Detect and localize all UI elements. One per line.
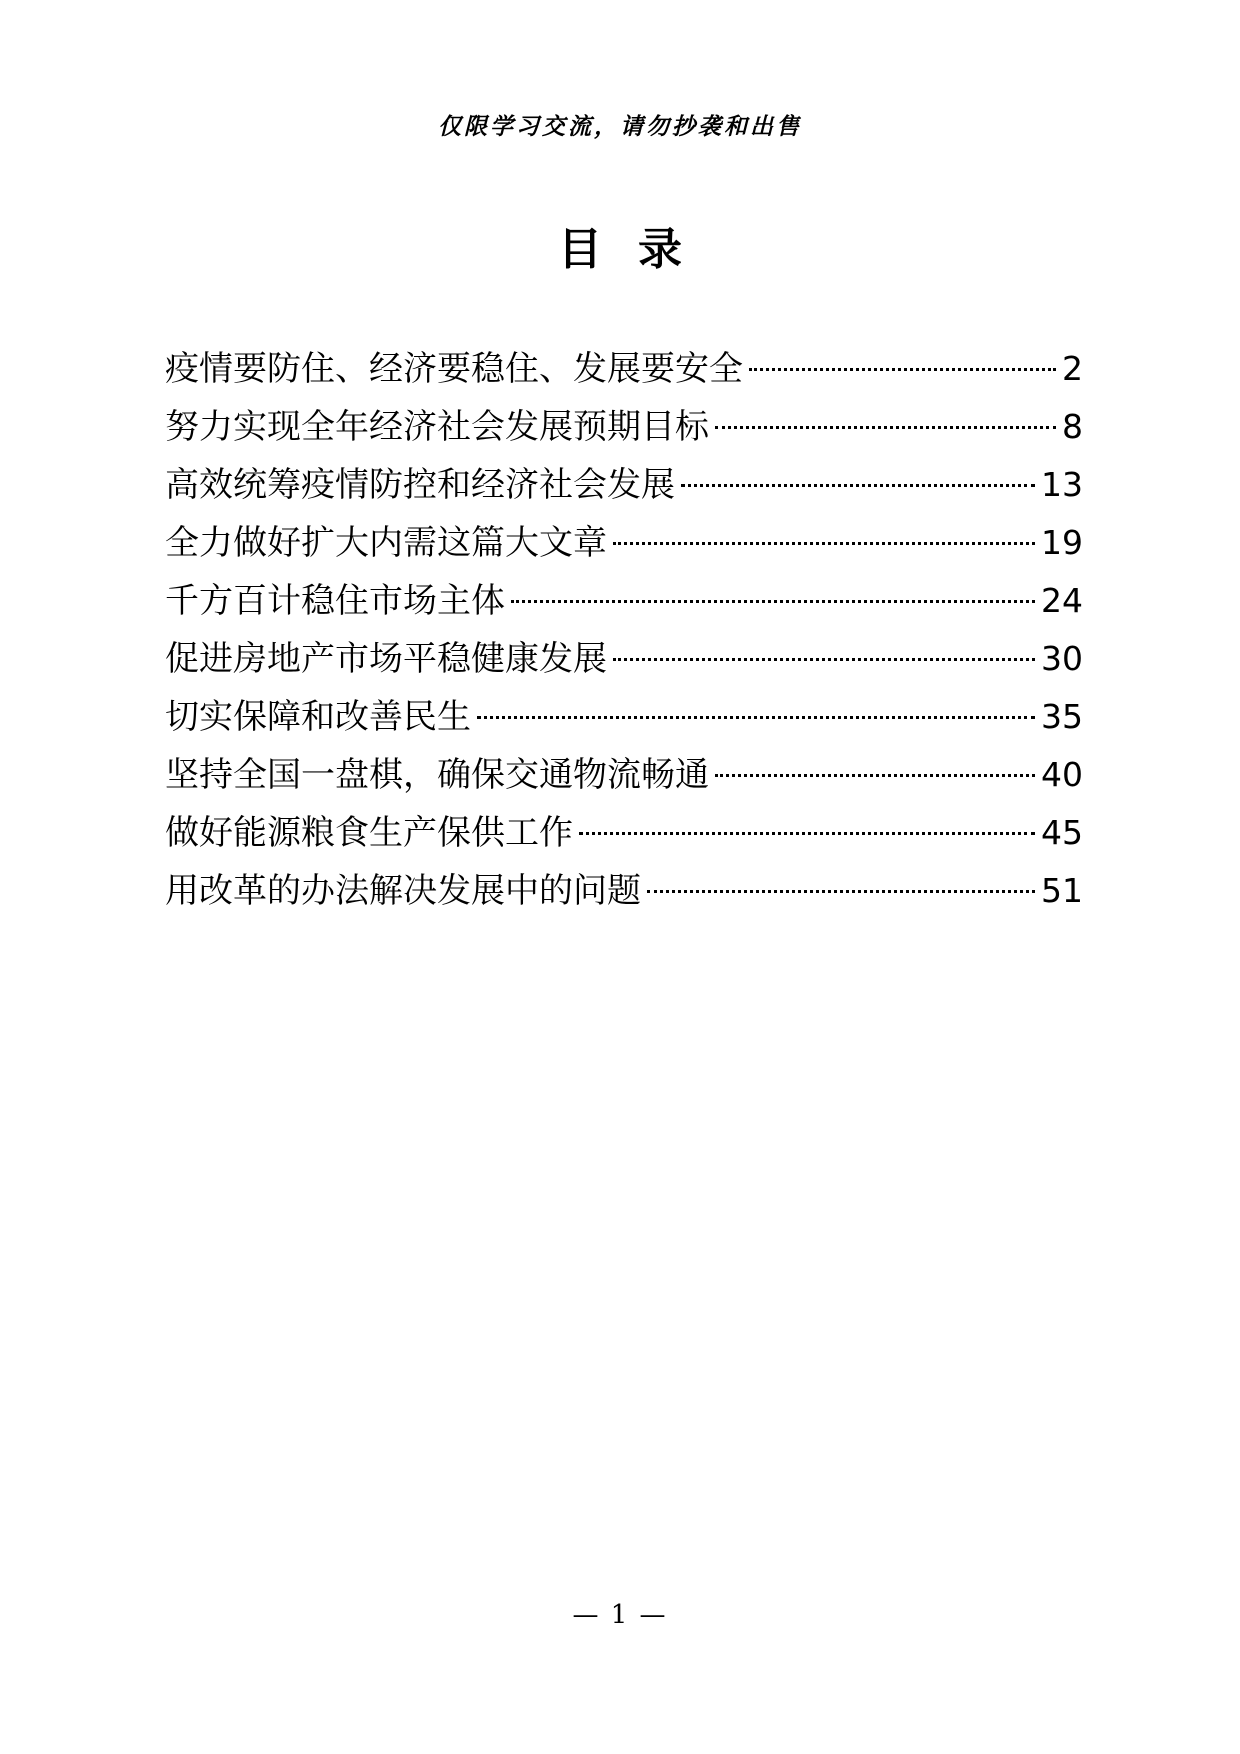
toc-dot-leader <box>647 890 1035 893</box>
toc-dot-leader <box>715 426 1056 429</box>
toc-entry-page: 13 <box>1041 465 1083 504</box>
toc-entry-title: 切实保障和改善民生 <box>165 697 471 737</box>
toc-entry-page: 35 <box>1041 697 1083 736</box>
toc-entry-page: 51 <box>1041 871 1083 910</box>
toc-entry-title: 做好能源粮食生产保供工作 <box>165 813 573 853</box>
toc-entry-page: 30 <box>1041 639 1083 678</box>
toc-entry-title: 努力实现全年经济社会发展预期目标 <box>165 407 709 447</box>
toc-dot-leader <box>511 600 1035 603</box>
toc-dot-leader <box>579 832 1035 835</box>
toc-entry[interactable] <box>165 514 1083 572</box>
toc-dot-leader <box>715 774 1035 777</box>
toc-entry-title: 促进房地产市场平稳健康发展 <box>165 639 607 679</box>
toc-entry[interactable] <box>165 804 1083 862</box>
toc-entry[interactable] <box>165 398 1083 456</box>
toc-entry-title: 千方百计稳住市场主体 <box>165 581 505 621</box>
toc-entry-title: 坚持全国一盘棋，确保交通物流畅通 <box>165 755 709 795</box>
toc-entry-page: 8 <box>1062 407 1083 446</box>
copyright-notice: 仅限学习交流，请勿抄袭和出售 <box>438 113 802 140</box>
toc-entry[interactable] <box>165 746 1083 804</box>
toc-dot-leader <box>613 542 1035 545</box>
toc-entry-page: 45 <box>1041 813 1083 852</box>
toc-entry-page: 24 <box>1041 581 1083 620</box>
toc-entry-title: 全力做好扩大内需这篇大文章 <box>165 523 607 563</box>
toc-dot-leader <box>613 658 1035 661</box>
toc-entry[interactable] <box>165 630 1083 688</box>
toc-dot-leader <box>749 368 1056 371</box>
toc-dot-leader <box>681 484 1035 487</box>
toc-entry-page: 19 <box>1041 523 1083 562</box>
toc-entry-title: 疫情要防住、经济要稳住、发展要安全 <box>165 349 743 389</box>
toc-entry-title: 高效统筹疫情防控和经济社会发展 <box>165 465 675 505</box>
page-number: — 1 — <box>572 1600 668 1630</box>
toc-list <box>165 340 1083 920</box>
toc-entry[interactable] <box>165 456 1083 514</box>
toc-entry-title: 用改革的办法解决发展中的问题 <box>165 871 641 911</box>
toc-entry[interactable] <box>165 688 1083 746</box>
toc-dot-leader <box>477 716 1035 719</box>
toc-title: 目录 <box>558 224 718 275</box>
toc-entry-page: 2 <box>1062 349 1083 388</box>
toc-entry[interactable] <box>165 340 1083 398</box>
toc-entry[interactable] <box>165 862 1083 920</box>
toc-entry-page: 40 <box>1041 755 1083 794</box>
toc-entry[interactable] <box>165 572 1083 630</box>
